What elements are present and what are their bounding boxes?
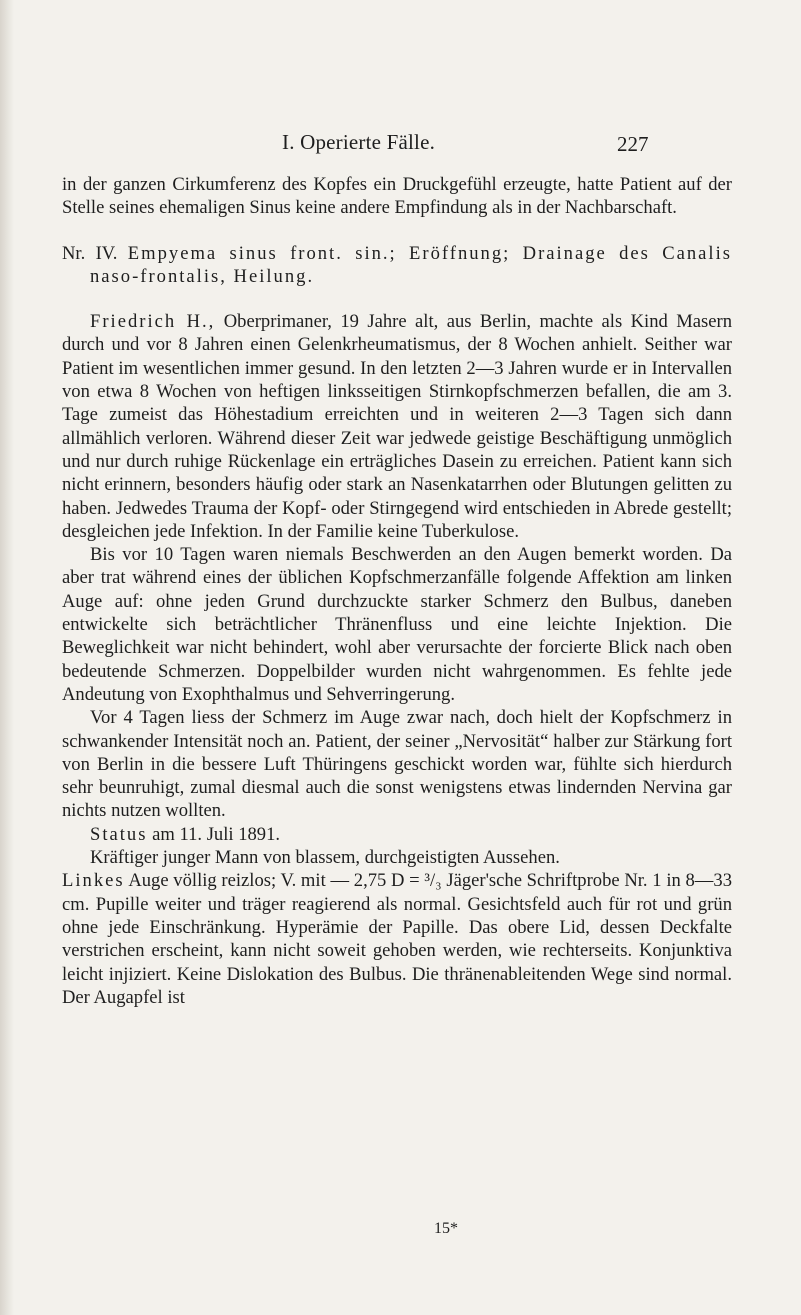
- patient-name: Friedrich H.,: [90, 311, 216, 333]
- paragraph-appearance: Kräftiger junger Mann von blassem, durchgeistigten Aussehen.: [90, 847, 560, 869]
- section-gap: [62, 220, 732, 242]
- paragraph-left-eye: [62, 869, 732, 1009]
- status-label: Status: [90, 823, 148, 845]
- page-header: [0, 130, 801, 160]
- running-head: I. Operierte Fälle.: [282, 130, 436, 154]
- paragraph-eye-symptoms: Bis vor 10 Tagen waren niemals Beschwerden an den Augen bemerkt worden. Da aber trat während eines der üblichen Kopfschmerzanfälle folgende Affektion am linken Auge auf: ohne jeden Grund durchzuckte starker Schmerz den Bulbus, daneben entwickelte sich beträchtlicher Thränenfluss und eine leichte Injektion. Die Beweglichkeit war nicht behindert, wohl aber verursachte der forcierte Blick nach oben bedeutende Schmerzen. Doppelbilder wurden nicht wahrgenommen. Es fehlte jede Andeutung von Exophthalmus und Sehverringerung.: [62, 544, 732, 705]
- paragraph-continuation: in der ganzen Cirkumferenz des Kopfes ein Druckgefühl erzeugte, hatte Patient auf der Stelle seines ehemaligen Sinus keine andere Empfindung als in der Nachbarschaft.: [62, 174, 732, 219]
- paragraph-history-text: Oberprimaner, 19 Jahre alt, aus Berlin, machte als Kind Masern durch und vor 8 Jahren einen Gelenkrheumatismus, der 8 Wochen anhielt. Seither war Patient im wesentlichen immer gesund. In den letzten 2—3 Jahren wurde er in Intervallen von etwa 8 Wochen von heftigen linksseitigen Stirnkopfschmerzen befallen, die am 3. Tage zumeist das Höhestadium erreichten und in weiteren 2—3 Tagen sich dann allmählich verloren. Während dieser Zeit war jedwede geistige Beschäftigung unmöglich und nur durch ruhige Rückenlage ein erträgliches Dasein zu erreichen. Patient kann sich nicht erinnern, besonders häufig oder stark an Nasenkatarrhen oder Blutungen gelitten zu haben. Jedwedes Trauma der Kopf- oder Stirngegend wird entschieden in Abrede gestellt; desgleichen jede Infektion. In der Familie keine Tuberkulose.: [62, 311, 733, 542]
- paragraph-history: [62, 310, 732, 543]
- paragraph-left-eye-text: Auge völlig reizlos; V. mit — 2,75 D = ³/₃ Jäger'sche Schriftprobe Nr. 1 in 8—33 cm. Pupille weiter und träger reagierend als normal. Gesichtsfeld auch für rot und grün ohne jede Einschränkung. Hyperämie der Papille. Das obere Lid, dessen Deckfalte verstrichen erscheint, kann nicht soweit gehoben werden, wie rechterseits. Konjunktiva leicht injiziert. Keine Dislokation des Bulbus. Die thränenableitenden Wege sind normal. Der Augapfel ist: [62, 870, 732, 1008]
- page-edge-shadow: [0, 0, 14, 1315]
- paragraph-course: Vor 4 Tagen liess der Schmerz im Auge zwar nach, doch hielt der Kopfschmerz in schwankender Intensität noch an. Patient, der seiner „Nervosität“ halber zur Stärkung fort von Berlin in die bessere Luft Thüringens geschickt worden war, fühlte sich hierdurch sehr beunruhigt, zumal diesmal auch die sonst wenigstens etwas lindernden Nervina gar nichts nutzen wollten.: [62, 707, 732, 822]
- body-text: [62, 173, 732, 1009]
- status-date: am 11. Juli 1891.: [152, 823, 281, 845]
- case-title: Empyema sinus front. sin.; Eröffnung; Drainage des Canalis naso-frontalis, Heilung.: [90, 242, 732, 287]
- left-eye-label: Linkes: [62, 870, 125, 892]
- page-number: 227: [617, 132, 649, 156]
- signature-mark: 15*: [434, 1220, 458, 1237]
- case-number: Nr. IV.: [62, 242, 118, 264]
- case-heading: [62, 242, 732, 289]
- section-gap: [62, 288, 732, 310]
- status-line: [62, 823, 732, 846]
